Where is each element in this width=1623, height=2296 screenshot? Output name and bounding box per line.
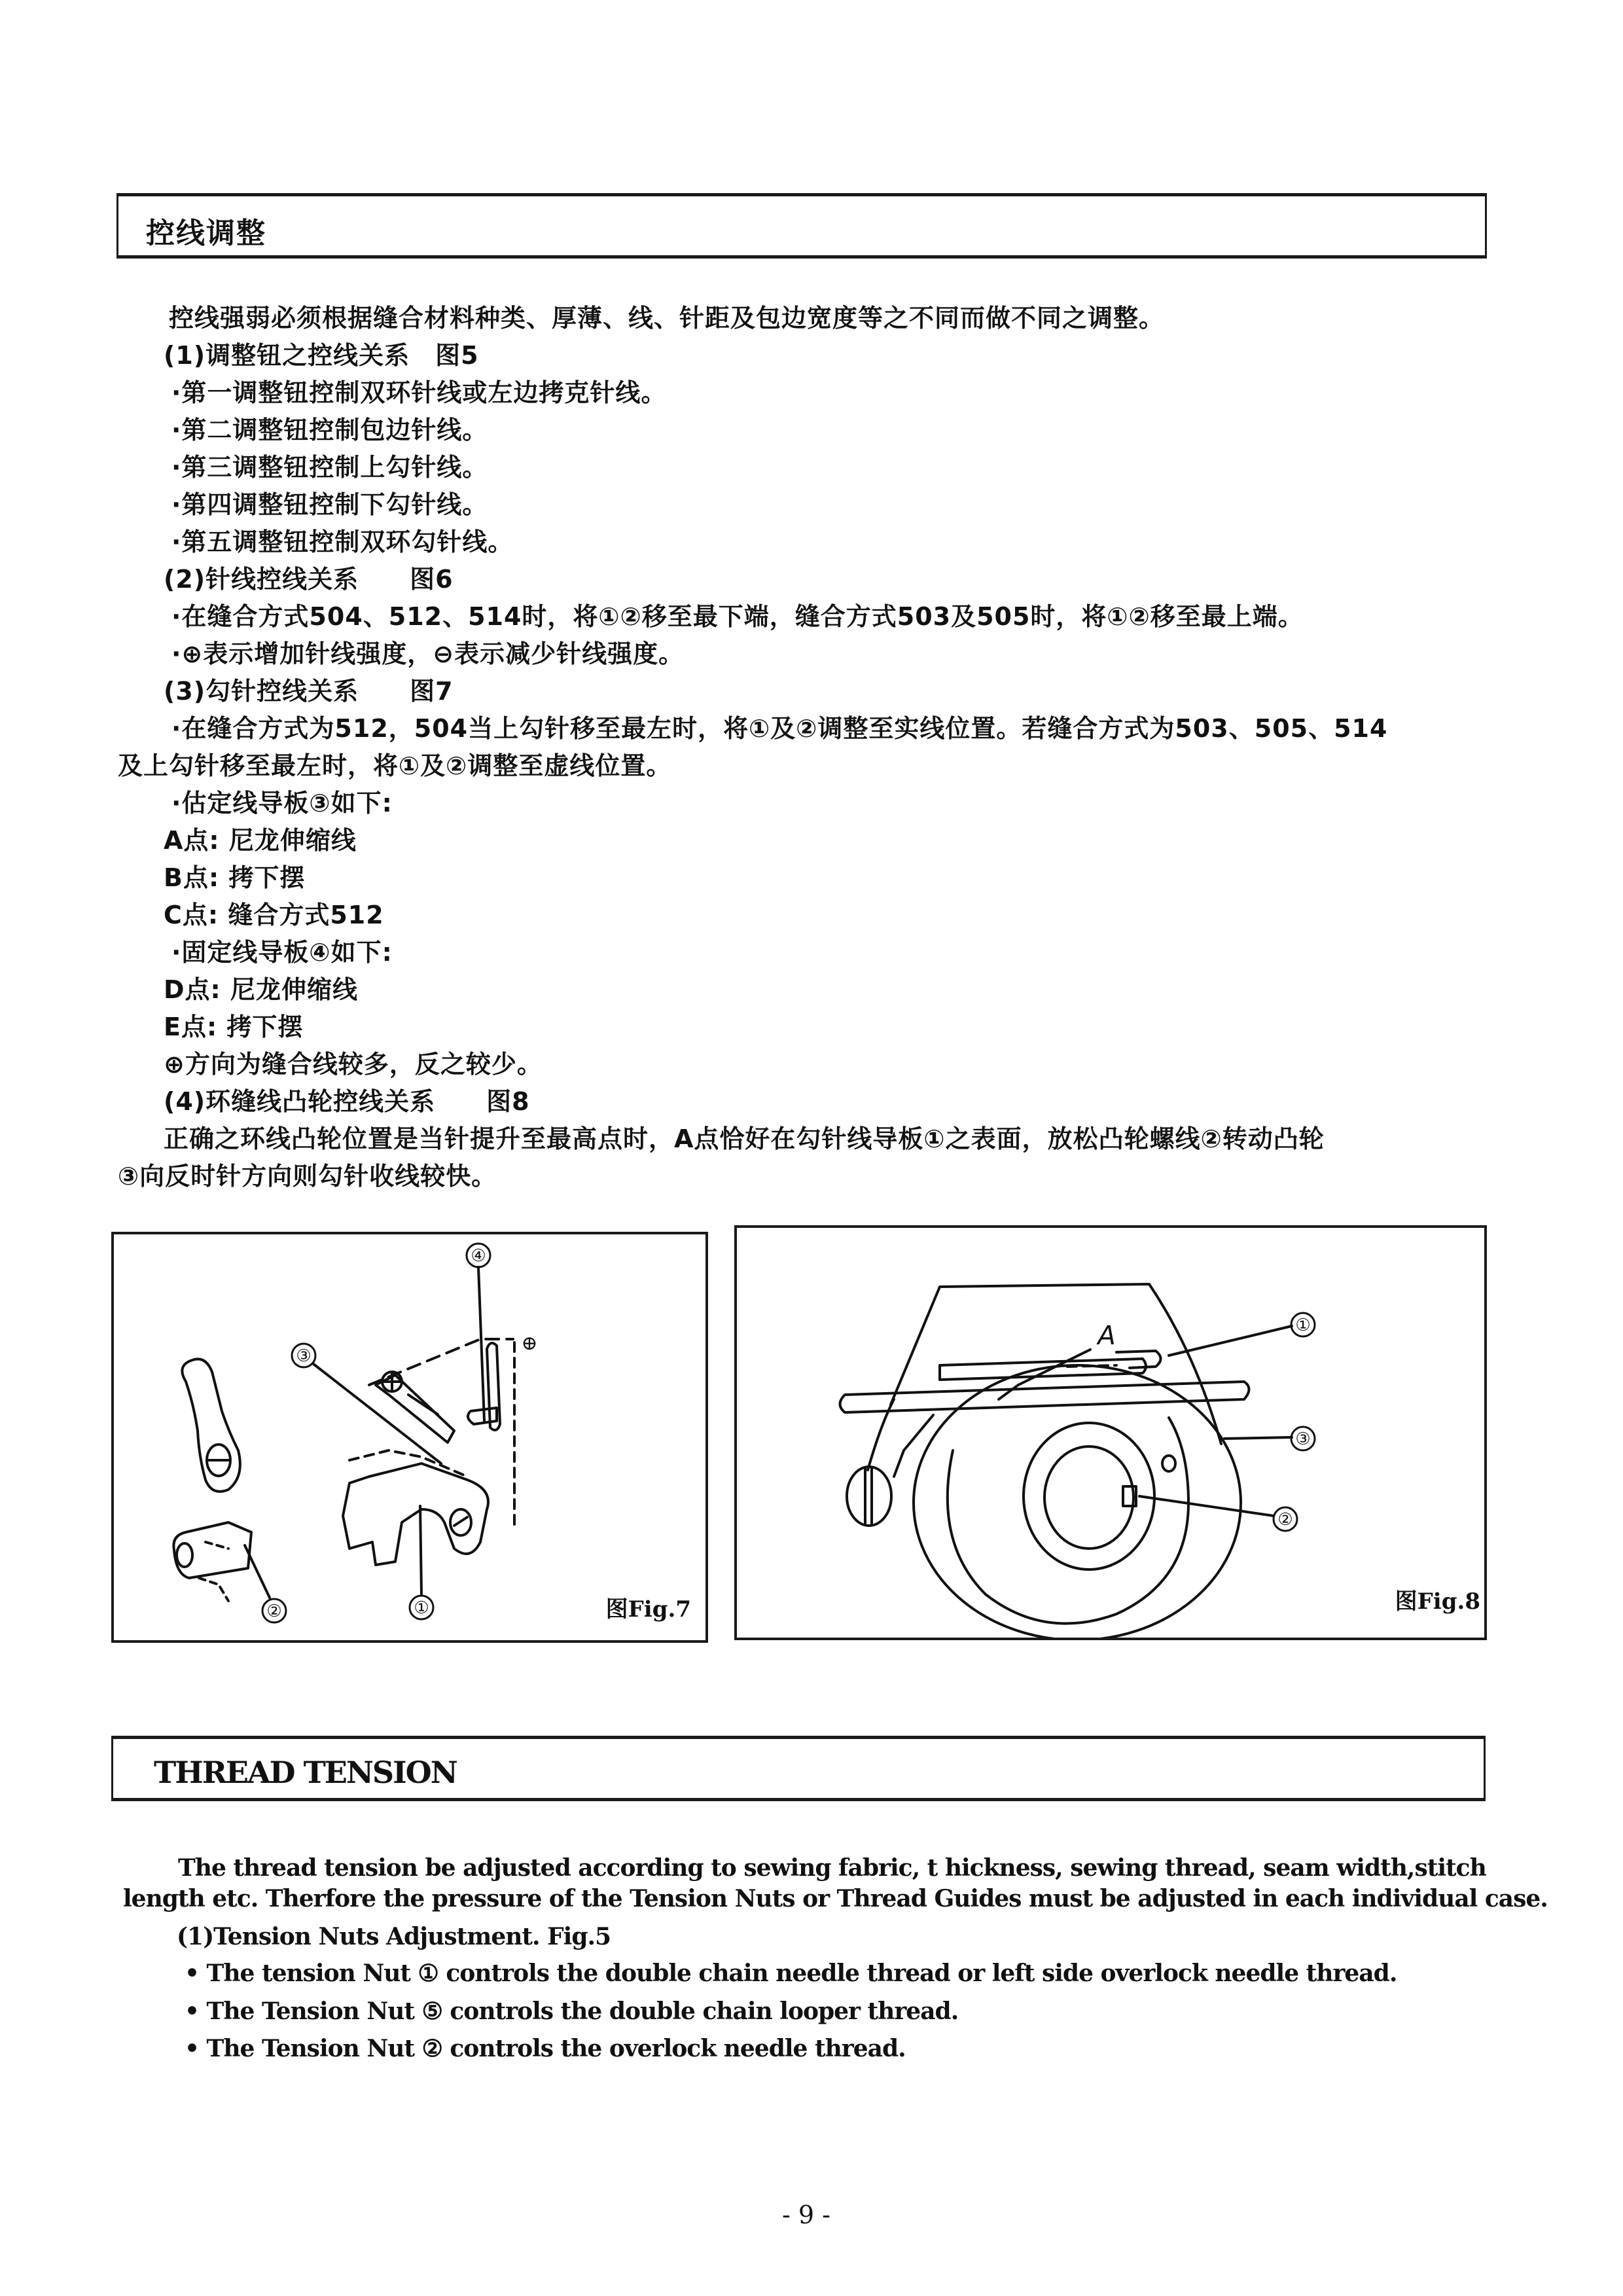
figure-8 (734, 1225, 1487, 1640)
list-item: • The Tension Nut ② controls the overlock needle thread. (185, 2035, 906, 2062)
section-header-chinese (116, 193, 1487, 259)
paragraph-line: ③向反时针方向则勾针收线较快。 (118, 1162, 497, 1191)
middle-cam-ring (948, 1418, 1188, 1624)
section-title-chinese: 控线调整 (146, 217, 266, 250)
callout-3: ③ (1295, 1429, 1311, 1449)
list-item: ·⊕表示增加针线强度，⊖表示减少针线强度。 (171, 639, 685, 668)
point-a-label: A (1097, 1321, 1116, 1351)
callout-4: ④ (471, 1246, 486, 1266)
list-item: • The tension Nut ① controls the double chain needle thread or left side overlock needle thread. (185, 1960, 1397, 1987)
guide-point: D点: 尼龙伸缩线 (164, 975, 358, 1004)
list-item: ·在缝合方式504、512、514时，将①②移至最下端，缝合方式503及505时，将①②移至最上端。 (171, 602, 1304, 631)
list-item: ·第二调整钮控制包边针线。 (171, 416, 488, 444)
thread-guide-plate (343, 1463, 488, 1565)
section-header-english (111, 1736, 1486, 1801)
paragraph-line: 正确之环线凸轮位置是当针提升至最高点时，A点恰好在勾针线导板①之表面，放松凸轮螺线②转动凸轮 (164, 1124, 1325, 1153)
guide-heading: ·估定线导板③如下: (171, 789, 393, 817)
subsection-heading-4: (4)环缝线凸轮控线关系 图8 (164, 1087, 530, 1116)
list-item: ·第三调整钮控制上勾针线。 (171, 453, 488, 482)
subsection-heading-3: (3)勾针控线关系 图7 (164, 677, 454, 706)
guide-point: E点: 拷下摆 (164, 1013, 304, 1041)
list-item: ·第五调整钮控制双环勾针线。 (171, 528, 514, 556)
paragraph-line: 及上勾针移至最左时，将①及②调整至虚线位置。 (118, 751, 672, 780)
thread-guide-rod-3 (840, 1382, 1249, 1412)
figure-7 (111, 1232, 708, 1643)
intro-line-2: length etc. Therfore the pressure of the Tension Nuts or Thread Guides must be adjusted in each individual case. (123, 1885, 1548, 1912)
looper-thread-guide-diagram (114, 1234, 705, 1640)
note-text: ⊕方向为缝合线较多，反之较少。 (164, 1050, 543, 1079)
adjusting-guide-3 (376, 1375, 454, 1443)
section-title-english: THREAD TENSION (154, 1755, 457, 1790)
list-item: ·第一调整钮控制双环针线或左边拷克针线。 (171, 378, 667, 407)
guide-point: C点: 缝合方式512 (164, 901, 384, 929)
list-item: ·第四调整钮控制下勾针线。 (171, 490, 488, 519)
intro-line-1: The thread tension be adjusted according to sewing fabric, t hickness, sewing thread, seam width,stitch (178, 1854, 1486, 1882)
callout-1: ① (1295, 1316, 1311, 1335)
list-item: • The Tension Nut ⑤ controls the double chain looper thread. (185, 1998, 959, 2025)
guide-point: B点: 拷下摆 (164, 863, 306, 892)
callout-1: ① (414, 1598, 429, 1618)
lower-looper-part (173, 1522, 251, 1578)
plus-direction-mark: ⊕ (521, 1332, 538, 1355)
subsection-heading-english-1: (1)Tension Nuts Adjustment. Fig.5 (177, 1923, 611, 1950)
guide-point: A点: 尼龙伸缩线 (164, 826, 357, 855)
paragraph-line: ·在缝合方式为512，504当上勾针移至最左时，将①及②调整至实线位置。若缝合方式为503、505、514 (171, 714, 1388, 743)
looper-cam-diagram (737, 1228, 1484, 1638)
lever-screw (847, 1467, 891, 1526)
callout-3: ③ (296, 1346, 312, 1366)
callout-2: ② (266, 1602, 282, 1621)
guide-heading: ·固定线导板④如下: (171, 938, 393, 967)
figure-8-label: 图Fig.8 (1395, 1588, 1480, 1615)
outer-cam-ring (914, 1365, 1241, 1638)
page-number: - 9 - (782, 2200, 831, 2229)
subsection-heading-2: (2)针线控线关系 图6 (164, 565, 454, 594)
figure-7-label: 图Fig.7 (605, 1596, 691, 1623)
callout-2: ② (1277, 1510, 1293, 1530)
subsection-heading-1: (1)调整钮之控线关系 图5 (164, 341, 479, 370)
intro-text: 控线强弱必须根据缝合材料种类、厚薄、线、针距及包边宽度等之不同而做不同之调整。 (169, 304, 1165, 332)
